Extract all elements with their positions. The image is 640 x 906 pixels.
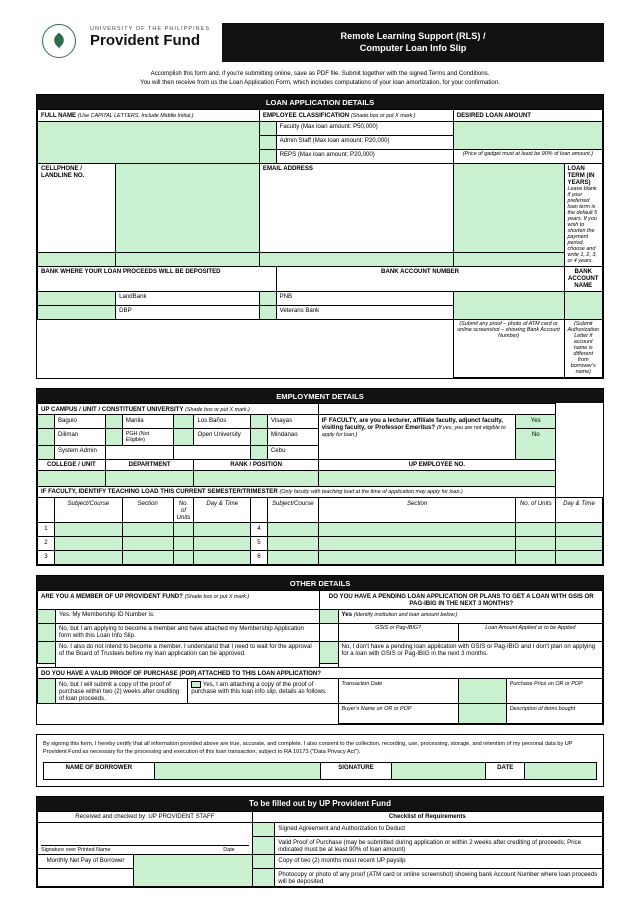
load-daytime-4[interactable] [556, 523, 603, 537]
teaching-load-label: IF FACULTY, IDENTIFY TEACHING LOAD THIS CURRENT SEMESTER/TRIMESTER [41, 488, 278, 496]
campus-checkbox-losbanos[interactable] [173, 415, 194, 429]
faculty-answer-yes[interactable] [516, 415, 556, 429]
form-title [222, 23, 604, 62]
bank-deposit-label: BANK WHERE YOUR LOAN PROCEEDS WILL BE DEPOSITED [38, 266, 277, 291]
loan-application-section [36, 94, 604, 379]
page-header [36, 22, 604, 62]
net-pay-input[interactable] [134, 855, 253, 887]
faculty-answer-no[interactable] [516, 429, 556, 459]
cellphone-input[interactable] [116, 163, 260, 252]
member-checkbox-no[interactable] [38, 641, 56, 663]
load-subject-6[interactable] [267, 551, 318, 565]
signature-table [43, 762, 597, 780]
load-header-units-right: No. of Units [516, 498, 556, 523]
employee-classification-label: EMPLOYEE CLASSIFICATION [262, 111, 350, 119]
load-daytime-3[interactable] [194, 551, 251, 565]
pending-yes-note: (Identify institution and loan amount below.) [353, 612, 458, 619]
campus-checkbox-diliman[interactable] [38, 429, 55, 445]
load-header-subject-left: Subject/Course [54, 498, 122, 523]
signature-printed-name-label: Signature over Printed Name [41, 846, 111, 853]
member-option-yes: Yes. My Membership ID Number is: [56, 609, 320, 623]
pop-question: DO YOU HAVE A VALID PROOF OF PURCHASE (POP) ATTACHED TO THIS LOAN APPLICATION? [38, 667, 603, 678]
load-section-4[interactable] [318, 523, 516, 537]
cellphone-input-2[interactable] [38, 252, 116, 266]
desired-loan-amount-note: (Price of gadget must at least be 90% of loan amount.) [453, 149, 602, 163]
load-header-daytime-left: Day & Time [194, 498, 251, 523]
load-daytime-5[interactable] [556, 537, 603, 551]
name-of-borrower-input[interactable] [154, 762, 320, 779]
pop-option-yes: Yes, I am attaching a copy of the proof of purchase with this loan info slip, details as follows. [191, 680, 327, 695]
campus-label-mindanao: Mindanao [267, 429, 318, 445]
bank-label-dbp: DBP [116, 305, 260, 319]
employment-section [36, 388, 604, 566]
employee-classification-cell [259, 110, 453, 121]
load-row-num-5: 5 [250, 537, 267, 551]
pending-loan-question: DO YOU HAVE A PENDING LOAN APPLICATION OR PLANS TO GET A LOAN WITH GSIS OR PAG-IBIG IN THE NEXT 3 MONTHS? [320, 591, 603, 609]
other-details-table [37, 590, 603, 724]
campus-label-losbanos: Los Baños [194, 415, 251, 429]
office-use-section [36, 796, 604, 889]
campus-checkbox-cebu[interactable] [250, 445, 267, 459]
member-option-no: No. I also do not intend to become a member. I understand that I need to wait for the approval of the Board of Trustees before my loan application can be approved. [56, 641, 320, 667]
loan-term-note: Leave blank if your preferred loan term is the default 5 years. If you wish to shorten the payment period, choose and write 1, 2, 3, or 4 years. [567, 186, 598, 265]
campus-empty-2 [173, 445, 250, 459]
checklist-checkbox-3[interactable] [252, 855, 275, 869]
checklist-label: Checklist of Requirements [252, 811, 602, 822]
loan-term-label: LOAN TERM (IN YEARS) [567, 165, 595, 187]
pending-no-option: No, I don't have a pending loan application with GSIS or Pag-IBIG and I don't plan on applying for a loan with GSIS or Pag-IBIG in the next 3 months. [338, 641, 603, 667]
office-use-heading: To be filled out by UP Provident Fund [37, 797, 603, 811]
email-label: EMAIL ADDRESS [259, 163, 453, 252]
form-title-line1: Remote Learning Support (RLS) / [340, 31, 486, 41]
load-daytime-2[interactable] [194, 537, 251, 551]
campus-hint: (Shade box or put X mark.) [185, 406, 250, 413]
employment-heading: EMPLOYMENT DETAILS [37, 389, 603, 403]
faculty-question-note: (If yes, you are not eligible to apply for loan.) [321, 425, 506, 439]
campus-label-pgh: PGH (Not Eligible) [122, 429, 173, 445]
campus-label-baguio: Baguio [54, 415, 105, 429]
bank-account-name-label: BANK ACCOUNT NAME [564, 266, 603, 291]
date-label: DATE [486, 762, 525, 779]
bank-account-name-input[interactable] [564, 291, 603, 319]
pop-option-no: No, but I will submit a copy of the proof of purchase within two (2) weeks after crediting of loan proceeds. [56, 679, 188, 704]
office-use-table [37, 811, 603, 888]
pop-description-label: Description of items bought [506, 704, 602, 724]
member-checkbox-applying[interactable] [38, 623, 56, 641]
pop-buyer-name-label: Buyer's Name on OR or POP [338, 704, 458, 724]
other-details-section [36, 575, 604, 725]
instructions-line2: You will then receive from us the Loan Application Form, which includes computations of your loan amortization, for your confirmation. [140, 78, 500, 86]
load-units-4[interactable] [516, 523, 556, 537]
member-question-hint: (Shade box or put X mark.) [184, 593, 250, 600]
load-header-section-right: Section [318, 498, 516, 523]
load-row-num-3: 3 [38, 551, 55, 565]
full-name-hint: (Use CAPITAL LETTERS. Include Middle Initial.) [77, 112, 194, 119]
load-header-subject-right: Subject/Course [267, 498, 318, 523]
load-section-3[interactable] [122, 551, 173, 565]
faculty-question: IF FACULTY, are you a lecturer, affiliate faculty, adjunct faculty, visiting faculty, or Professor Emeritus? [321, 417, 503, 432]
signature-input[interactable] [392, 762, 486, 779]
campus-label: UP CAMPUS / UNIT / CONSTITUENT UNIVERSITY [41, 405, 184, 413]
load-daytime-6[interactable] [556, 551, 603, 565]
employment-table [37, 403, 603, 565]
office-date-label: Date [223, 846, 235, 853]
load-section-5[interactable] [318, 537, 516, 551]
bank-account-number-label: BANK ACCOUNT NUMBER [276, 266, 564, 291]
instructions-line1: Accomplish this form and, if you're submitting online, save as PDF file. Submit together with the signed Terms and Conditions. [150, 69, 490, 77]
load-row-num-4: 4 [250, 523, 267, 537]
load-subject-5[interactable] [267, 537, 318, 551]
cellphone-label: CELLPHONE / LANDLINE NO. [38, 163, 116, 252]
bank-checkbox-dbp[interactable] [38, 305, 116, 319]
bank-name-note: (Submit Authorization Letter if account name is different from borrower's name) [564, 319, 603, 377]
campus-label-manila: Manila [122, 415, 173, 429]
bank-label-landbank: LandBank [116, 291, 260, 305]
bank-checkbox-pnb[interactable] [259, 291, 276, 305]
campus-checkbox-mindanao[interactable] [250, 429, 267, 445]
full-name-input[interactable] [38, 121, 260, 163]
received-by-label: Received and checked by: UP PROVIDENT STAFF [38, 811, 253, 822]
load-subject-1[interactable] [54, 523, 122, 537]
loan-term-cell [564, 163, 603, 266]
other-details-heading: OTHER DETAILS [37, 576, 603, 590]
form-instructions [38, 69, 602, 87]
rank-input[interactable] [194, 470, 318, 486]
desired-loan-amount-cell [453, 110, 602, 121]
load-subject-2[interactable] [54, 537, 122, 551]
pop-checkbox-no[interactable] [38, 679, 56, 704]
department-input[interactable] [105, 470, 194, 486]
pending-amount-label: Loan Amount Applied or to be Applied [458, 623, 602, 641]
bank-label-veterans: Veterans Bank [276, 305, 453, 319]
loan-application-heading: LOAN APPLICATION DETAILS [37, 95, 603, 109]
rank-label: RANK / POSITION [194, 459, 318, 470]
pop-checkbox-yes[interactable] [191, 681, 201, 688]
full-name-label: FULL NAME [41, 111, 77, 119]
member-option-applying: No, but I am applying to become a member and have attached my Membership Application form with this Loan Info Slip. [56, 623, 320, 641]
campus-label-cebu: Cebu [267, 445, 318, 459]
load-daytime-1[interactable] [194, 523, 251, 537]
checklist-checkbox-4[interactable] [252, 869, 275, 887]
checklist-item-2: Valid Proof of Purchase (may be submitted during application or within 2 weeks after crediting of proceeds; Price indicated must be at least 90% of loan amount) [275, 836, 603, 854]
pending-checkbox-no[interactable] [320, 641, 338, 663]
pop-purchase-price-label: Purchase Price on OR or POP [506, 679, 602, 704]
university-name: UNIVERSITY OF THE PHILIPPINES [90, 26, 211, 32]
college-label: COLLEGE / UNIT [38, 459, 106, 470]
full-name-cell [38, 110, 260, 121]
net-pay-label: Monthly Net Pay of Borrower [38, 855, 134, 869]
pending-yes-cell [338, 609, 603, 623]
member-checkbox-yes[interactable] [38, 609, 56, 623]
form-title-line2: Computer Loan Info Slip [359, 43, 467, 54]
load-section-2[interactable] [122, 537, 173, 551]
loan-application-table [37, 109, 603, 378]
campus-label-cell [38, 404, 319, 415]
bank-checkbox-landbank[interactable] [38, 291, 116, 305]
pending-yes-label: Yes [341, 611, 353, 619]
campus-checkbox-systemadmin[interactable] [38, 445, 55, 459]
brand-block [90, 22, 210, 49]
teaching-load-label-cell [38, 486, 556, 497]
signature-printed-name-cell[interactable] [38, 822, 253, 854]
campus-checkbox-openu[interactable] [173, 429, 194, 445]
classification-checkbox-reps[interactable] [259, 149, 276, 163]
campus-label-visayas: Visayas [267, 415, 318, 429]
pop-buyer-name-input[interactable] [458, 704, 506, 724]
teaching-load-note: (Only faculty with teaching load at the time of application may apply for loan.) [279, 489, 463, 496]
cellphone-input-3[interactable] [116, 252, 260, 266]
certification-text: By signing this form, I hereby certify that all information provided above are true, accurate, and complete. I also consent to the collection, recording, use, processing, storage, and retention of my personal data by UP Provident Fund as necessary for the processing and execution of this loan transaction, subject to RA 10173 ("Data Privacy Act"). [43, 741, 573, 756]
faculty-question-cell [318, 415, 516, 459]
load-units-2[interactable] [173, 537, 194, 551]
campus-checkbox-manila[interactable] [105, 415, 122, 429]
load-section-6[interactable] [318, 551, 516, 565]
college-input[interactable] [38, 470, 106, 486]
campus-checkbox-pgh[interactable] [105, 429, 122, 445]
checklist-checkbox-2[interactable] [252, 836, 275, 854]
load-units-5[interactable] [516, 537, 556, 551]
member-question-cell [38, 591, 320, 609]
load-header-section-left: Section [122, 498, 173, 523]
email-input-3[interactable] [453, 252, 564, 266]
email-input[interactable] [453, 163, 564, 252]
pending-checkbox-yes[interactable] [320, 609, 338, 623]
classification-label-faculty: Faculty (Max loan amount: P50,000) [276, 121, 453, 135]
load-row-num-2: 2 [38, 537, 55, 551]
bank-number-note: (Submit any proof – photo of ATM card or online screenshot – showing Bank Account Number) [453, 319, 564, 377]
pending-institution-label: GSIS or Pag-IBIG? [338, 623, 458, 641]
bank-label-pnb: PNB [276, 291, 453, 305]
load-row-num-1: 1 [38, 523, 55, 537]
load-subject-4[interactable] [267, 523, 318, 537]
bank-checkbox-veterans[interactable] [259, 305, 276, 319]
department-label: DEPARTMENT [105, 459, 194, 470]
employee-no-label: UP EMPLOYEE NO. [318, 459, 555, 470]
certification-section [36, 734, 604, 786]
desired-loan-amount-input[interactable] [453, 121, 602, 149]
checklist-item-1: Signed Agreement and Authorization to Deduct [275, 822, 603, 836]
email-input-2[interactable] [259, 252, 453, 266]
logo-container [36, 22, 82, 58]
checklist-item-3: Copy of two (2) months most recent UP payslip [275, 855, 603, 869]
campus-checkbox-visayas[interactable] [250, 415, 267, 429]
load-units-3[interactable] [173, 551, 194, 565]
campus-label-diliman: Diliman [54, 429, 105, 445]
pop-transaction-date-input[interactable] [458, 679, 506, 704]
bank-account-number-input[interactable] [453, 291, 564, 319]
fund-name: Provident Fund [90, 32, 200, 49]
load-subject-3[interactable] [54, 551, 122, 565]
load-header-units-left: No. of Units [173, 498, 194, 523]
load-row-num-6: 6 [250, 551, 267, 565]
campus-checkbox-baguio[interactable] [38, 415, 55, 429]
pop-option-yes-cell [188, 679, 338, 704]
classification-checkbox-faculty[interactable] [259, 121, 276, 135]
classification-label-admin: Admin Staff (Max loan amount: P20,000) [276, 135, 453, 149]
signature-label: SIGNATURE [320, 762, 392, 779]
checklist-checkbox-1[interactable] [252, 822, 275, 836]
date-input[interactable] [525, 762, 597, 779]
load-units-1[interactable] [173, 523, 194, 537]
up-provident-fund-logo-icon [42, 24, 76, 58]
load-units-6[interactable] [516, 551, 556, 565]
employee-classification-hint: (Shade box or put X mark.) [350, 112, 416, 119]
classification-label-reps: REPS (Max loan amount: P20,000) [276, 149, 453, 163]
faculty-answer-no-label: No [531, 431, 540, 439]
employee-no-input[interactable] [318, 470, 555, 486]
campus-label-openu: Open University [194, 429, 251, 445]
load-section-1[interactable] [122, 523, 173, 537]
name-of-borrower-label: NAME OF BORROWER [44, 762, 155, 779]
campus-empty-1 [105, 445, 173, 459]
desired-loan-amount-label: DESIRED LOAN AMOUNT [456, 111, 531, 119]
faculty-answer-yes-label: Yes [530, 417, 541, 425]
pop-transaction-date-label: Transaction Date [338, 679, 458, 704]
campus-label-systemadmin: System Admin [54, 445, 105, 459]
load-header-daytime-right: Day & Time [556, 498, 603, 523]
checklist-item-4: Photocopy or photo of any proof (ATM card or online screenshot) showing bank Account Number where loan proceeds will be deposited [275, 869, 603, 887]
classification-checkbox-admin[interactable] [259, 135, 276, 149]
member-question-label: ARE YOU A MEMBER OF UP PROVIDENT FUND? [41, 592, 183, 600]
